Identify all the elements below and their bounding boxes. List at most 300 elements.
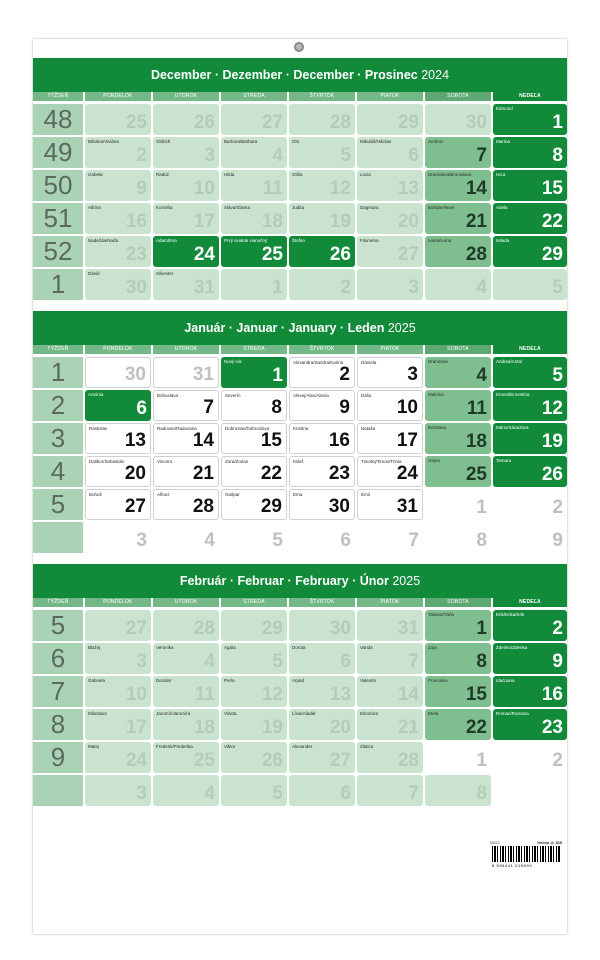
day-cell[interactable] (493, 170, 567, 201)
nameday-label: Tamara (496, 458, 512, 463)
day-cell[interactable] (289, 742, 355, 773)
day-cell[interactable] (289, 456, 355, 487)
week-number: 1 (33, 269, 83, 300)
day-number: 31 (193, 277, 215, 298)
nameday-label: Dobroslav/Dobroslava (225, 426, 270, 431)
nameday-label: Štefan (292, 238, 306, 243)
day-cell[interactable] (153, 643, 219, 674)
day-number: 5 (272, 530, 283, 551)
day-cell[interactable] (221, 357, 287, 388)
nameday-label: Hilda (224, 172, 235, 177)
day-number: 3 (204, 145, 215, 166)
day-number: 22 (260, 463, 282, 484)
day-cell[interactable] (221, 203, 287, 234)
weekday-header: PONDELOK (85, 598, 151, 607)
weekday-header: STREDA (221, 598, 287, 607)
nameday-label: Vlasta (224, 711, 237, 716)
day-cell[interactable] (493, 489, 567, 520)
day-cell[interactable] (221, 522, 287, 553)
day-cell[interactable] (221, 170, 287, 201)
day-number: 13 (397, 178, 419, 199)
day-cell[interactable] (493, 104, 567, 135)
nameday-label: Rastislav (89, 426, 108, 431)
day-number: 8 (476, 651, 487, 672)
day-cell[interactable] (425, 390, 491, 421)
day-cell[interactable] (85, 643, 151, 674)
day-cell[interactable] (153, 357, 219, 388)
weekday-header: NEDEĽA (493, 92, 567, 101)
day-cell[interactable] (357, 709, 423, 740)
nameday-label: Zlatica (360, 744, 374, 749)
day-cell[interactable] (357, 357, 423, 388)
day-number: 9 (552, 530, 563, 551)
weekday-header: TÝŽDEŇ (33, 345, 83, 354)
day-number: 24 (396, 463, 418, 484)
day-cell[interactable] (493, 390, 567, 421)
nameday-label: Bohuš (89, 492, 102, 497)
nameday-label: Adela (496, 205, 508, 210)
day-cell[interactable] (221, 236, 287, 267)
week-number: 3 (33, 423, 83, 454)
day-number: 8 (552, 145, 563, 166)
day-cell[interactable] (357, 236, 423, 267)
day-cell[interactable] (85, 610, 151, 641)
day-cell[interactable] (85, 742, 151, 773)
day-cell[interactable] (493, 137, 567, 168)
day-cell[interactable] (357, 643, 423, 674)
week-number: 6 (33, 643, 83, 674)
day-cell[interactable] (85, 170, 151, 201)
day-cell[interactable] (357, 170, 423, 201)
day-cell[interactable] (85, 456, 151, 487)
day-cell[interactable] (221, 610, 287, 641)
day-cell[interactable] (289, 203, 355, 234)
day-cell[interactable] (153, 610, 219, 641)
day-number: 26 (261, 750, 283, 771)
day-cell[interactable] (425, 423, 491, 454)
nameday-label: Prvý sviatok vianočný (224, 238, 268, 243)
weekday-header: SOBOTA (425, 345, 491, 354)
day-number: 9 (339, 397, 350, 418)
day-number: 3 (136, 783, 147, 804)
nameday-label: Dezider (156, 678, 172, 683)
day-cell[interactable] (85, 775, 151, 806)
day-cell[interactable] (425, 742, 491, 773)
day-cell[interactable] (289, 643, 355, 674)
nameday-label: Gašpar (225, 492, 240, 497)
week-number: 48 (33, 104, 83, 135)
nameday-label: Alexej/Alex/Alexia (293, 393, 329, 398)
month-title (33, 311, 567, 345)
day-cell[interactable] (289, 775, 355, 806)
day-number: 17 (396, 430, 418, 451)
day-cell[interactable] (85, 390, 151, 421)
nameday-label: Emil (361, 492, 370, 497)
hanging-hole (294, 42, 304, 52)
day-number: 26 (329, 244, 351, 265)
day-cell[interactable] (289, 610, 355, 641)
day-number: 5 (272, 651, 283, 672)
nameday-label: Gejza (428, 458, 440, 463)
day-number: 1 (476, 497, 487, 518)
day-number: 8 (476, 783, 487, 804)
day-number: 5 (552, 365, 563, 386)
day-cell[interactable] (153, 775, 219, 806)
weekday-header: PONDELOK (85, 345, 151, 354)
day-cell[interactable] (221, 423, 287, 454)
day-cell[interactable] (221, 137, 287, 168)
day-cell[interactable] (425, 610, 491, 641)
day-number: 11 (466, 398, 487, 419)
week-number: 49 (33, 137, 83, 168)
day-cell[interactable] (425, 104, 491, 135)
nameday-label: Albína (88, 205, 101, 210)
day-cell[interactable] (425, 775, 491, 806)
nameday-label: Blažej (88, 645, 101, 650)
day-cell[interactable] (85, 357, 151, 388)
day-cell[interactable] (85, 269, 151, 300)
day-cell[interactable] (85, 423, 151, 454)
day-cell[interactable] (425, 456, 491, 487)
day-number: 7 (408, 530, 419, 551)
day-cell[interactable] (493, 236, 567, 267)
day-number: 3 (136, 530, 147, 551)
day-number: 15 (465, 684, 487, 705)
day-number: 25 (193, 750, 215, 771)
week-number: 1 (33, 357, 83, 388)
day-cell[interactable] (221, 269, 287, 300)
nameday-label: Bibiána/Viviána (88, 139, 119, 144)
day-cell[interactable] (493, 423, 567, 454)
month-title-text: Február · Februar · February · Únor (179, 574, 389, 588)
day-number: 7 (203, 397, 214, 418)
nameday-label: Alfonz (157, 492, 170, 497)
brand-label: Helma @ 365 (537, 840, 562, 845)
day-number: 27 (125, 618, 147, 639)
day-cell[interactable] (493, 269, 567, 300)
day-cell[interactable] (357, 269, 423, 300)
day-cell[interactable] (221, 390, 287, 421)
day-number: 27 (397, 244, 419, 265)
day-cell[interactable] (85, 676, 151, 707)
day-cell[interactable] (85, 203, 151, 234)
nameday-label: Daniela (361, 360, 377, 365)
day-number: 1 (272, 277, 283, 298)
day-number: 7 (476, 145, 487, 166)
day-number: 21 (465, 211, 487, 232)
nameday-label: Frederik/Frederika (156, 744, 193, 749)
day-number: 4 (476, 365, 487, 386)
day-number: 26 (193, 112, 215, 133)
day-cell[interactable] (493, 456, 567, 487)
day-number: 10 (125, 684, 147, 705)
nameday-label: Dávid (88, 271, 100, 276)
day-cell[interactable] (425, 170, 491, 201)
day-number: 10 (193, 178, 215, 199)
day-cell[interactable] (425, 357, 491, 388)
day-cell[interactable] (425, 643, 491, 674)
week-number: 7 (33, 676, 83, 707)
weekday-header: SOBOTA (425, 92, 491, 101)
nameday-label: Eleonóra (360, 711, 379, 716)
day-cell[interactable] (289, 170, 355, 201)
day-cell[interactable] (153, 676, 219, 707)
month-year: 2025 (392, 574, 421, 588)
nameday-label: Ida/Liana (496, 678, 515, 683)
weekday-header: ŠTVRTOK (289, 345, 355, 354)
day-number: 16 (541, 684, 563, 705)
day-cell[interactable] (493, 643, 567, 674)
nameday-label: Dalibor/Sebastián (89, 459, 125, 464)
day-number: 5 (340, 145, 351, 166)
week-number: 9 (33, 742, 83, 773)
nameday-label: Pravoslav (428, 678, 448, 683)
day-cell[interactable] (289, 357, 355, 388)
day-cell[interactable] (153, 456, 219, 487)
nameday-label: Andrea/Antal (496, 359, 523, 364)
nameday-label: Malvína (428, 392, 444, 397)
day-cell[interactable] (153, 269, 219, 300)
day-cell[interactable] (425, 137, 491, 168)
week-number: 5 (33, 610, 83, 641)
day-cell[interactable] (425, 489, 491, 520)
nameday-label: Drahoslav (428, 359, 449, 364)
day-number: 23 (125, 244, 147, 265)
weekday-header: PIATOK (357, 92, 423, 101)
nameday-label: Valentín (360, 678, 377, 683)
nameday-label: Silvester (156, 271, 174, 276)
month-title-text: Január · Januar · January · Leden (184, 321, 385, 335)
nameday-label: Adam/Eva (156, 238, 177, 243)
nameday-label: Jaromír/Jaromíra (156, 711, 191, 716)
day-cell[interactable] (153, 104, 219, 135)
day-cell[interactable] (153, 236, 219, 267)
day-cell[interactable] (289, 137, 355, 168)
day-cell[interactable] (357, 203, 423, 234)
day-number: 14 (465, 178, 487, 199)
day-cell[interactable] (153, 390, 219, 421)
day-number: 19 (329, 211, 351, 232)
weekday-header: STREDA (221, 345, 287, 354)
day-number: 4 (272, 145, 283, 166)
day-cell[interactable] (493, 357, 567, 388)
day-number: 4 (204, 783, 215, 804)
day-number: 29 (397, 112, 419, 133)
day-number: 29 (260, 496, 282, 517)
day-cell[interactable] (289, 489, 355, 520)
nameday-label: Milada (496, 238, 510, 243)
day-cell[interactable] (425, 236, 491, 267)
nameday-label: Izabela (88, 172, 103, 177)
month-block (33, 311, 567, 555)
nameday-label: Sláva/Slavka (224, 205, 251, 210)
day-cell[interactable] (289, 236, 355, 267)
day-cell[interactable] (357, 489, 423, 520)
day-cell[interactable] (425, 203, 491, 234)
nameday-label: Otília (292, 172, 303, 177)
nameday-label: Erik/Erika/Krik (496, 612, 525, 617)
day-cell[interactable] (221, 775, 287, 806)
day-cell[interactable] (425, 522, 491, 553)
day-number: 2 (339, 364, 350, 385)
day-cell[interactable] (221, 709, 287, 740)
nameday-label: Etela (428, 711, 439, 716)
week-number (33, 522, 83, 553)
day-number: 6 (408, 145, 419, 166)
day-cell[interactable] (289, 104, 355, 135)
day-number: 3 (407, 364, 418, 385)
day-cell[interactable] (153, 423, 219, 454)
nameday-label: Gabriela (88, 678, 106, 683)
day-number: 29 (541, 244, 563, 265)
day-cell[interactable] (289, 390, 355, 421)
nameday-label: Lívia/Aladár (292, 711, 316, 716)
week-number: 8 (33, 709, 83, 740)
day-cell[interactable] (153, 742, 219, 773)
day-cell[interactable] (221, 104, 287, 135)
weekday-header: PIATOK (357, 345, 423, 354)
nameday-label: Nataša (361, 426, 376, 431)
day-cell[interactable] (357, 137, 423, 168)
month-year: 2024 (421, 68, 450, 82)
day-number: 28 (193, 618, 215, 639)
day-cell[interactable] (357, 104, 423, 135)
day-number: 2 (552, 750, 563, 771)
day-number: 5 (552, 277, 563, 298)
day-cell[interactable] (289, 423, 355, 454)
day-number: 18 (193, 717, 215, 738)
day-number: 4 (476, 277, 487, 298)
day-cell[interactable] (357, 423, 423, 454)
day-cell[interactable] (357, 522, 423, 553)
day-number: 2 (340, 277, 351, 298)
nameday-label: Alexander (292, 744, 313, 749)
nameday-label: Radúz (156, 172, 170, 177)
day-cell[interactable] (85, 137, 151, 168)
day-cell[interactable] (221, 456, 287, 487)
nameday-label: Ema (293, 492, 303, 497)
nameday-label: Oldrich (156, 139, 171, 144)
day-cell[interactable] (493, 522, 567, 553)
nameday-label: Lucia (360, 172, 371, 177)
day-cell[interactable] (357, 676, 423, 707)
day-cell[interactable] (425, 676, 491, 707)
nameday-label: Antónia (88, 392, 104, 397)
week-number: 51 (33, 203, 83, 234)
day-cell[interactable] (221, 489, 287, 520)
day-number: 27 (261, 112, 283, 133)
nameday-label: Oto (292, 139, 300, 144)
nameday-label: Arpád (292, 678, 305, 683)
day-number: 18 (261, 211, 283, 232)
nameday-label: Zoja (428, 645, 437, 650)
day-cell[interactable] (221, 643, 287, 674)
day-number: 25 (465, 464, 487, 485)
day-number: 13 (329, 684, 351, 705)
day-cell[interactable] (357, 456, 423, 487)
day-number: 1 (552, 112, 563, 133)
weekday-header: PONDELOK (85, 92, 151, 101)
day-number: 27 (124, 496, 146, 517)
day-cell[interactable] (289, 269, 355, 300)
day-number: 6 (340, 530, 351, 551)
day-cell[interactable] (153, 522, 219, 553)
week-number: 50 (33, 170, 83, 201)
day-cell[interactable] (153, 170, 219, 201)
day-cell[interactable] (493, 676, 567, 707)
day-cell[interactable] (357, 742, 423, 773)
day-cell[interactable] (425, 709, 491, 740)
nameday-label: Barbora/Barbara (224, 139, 258, 144)
day-cell[interactable] (357, 610, 423, 641)
day-cell[interactable] (289, 522, 355, 553)
day-number: 30 (329, 618, 351, 639)
day-number: 25 (125, 112, 147, 133)
day-cell[interactable] (85, 104, 151, 135)
day-number: 19 (541, 431, 563, 452)
week-number: 2 (33, 390, 83, 421)
day-cell[interactable] (493, 203, 567, 234)
day-number: 7 (408, 783, 419, 804)
day-number: 31 (396, 496, 418, 517)
day-cell[interactable] (357, 390, 423, 421)
day-cell[interactable] (493, 610, 567, 641)
day-cell[interactable] (357, 775, 423, 806)
day-cell[interactable] (425, 269, 491, 300)
weekday-header: NEDEĽA (493, 345, 567, 354)
nameday-label: Judita (292, 205, 305, 210)
day-cell[interactable] (289, 709, 355, 740)
day-cell[interactable] (153, 489, 219, 520)
day-number: 28 (192, 496, 214, 517)
nameday-label: Marína (496, 139, 511, 144)
nameday-label: Timotej/Timon/Trinia (361, 459, 402, 464)
nameday-label: Bohdana (428, 425, 447, 430)
nameday-label: Severín (225, 393, 241, 398)
nameday-label: Ivica (496, 172, 506, 177)
day-cell[interactable] (85, 236, 151, 267)
day-cell[interactable] (221, 742, 287, 773)
day-cell[interactable] (85, 522, 151, 553)
week-number: 4 (33, 456, 83, 487)
day-cell[interactable] (493, 709, 567, 740)
day-cell[interactable] (153, 203, 219, 234)
day-cell[interactable] (85, 709, 151, 740)
nameday-label: Nový rok (224, 359, 242, 364)
day-number: 18 (465, 431, 487, 452)
day-cell[interactable] (85, 489, 151, 520)
day-number: 20 (397, 211, 419, 232)
day-cell[interactable] (221, 676, 287, 707)
day-cell[interactable] (289, 676, 355, 707)
product-code: N222 (490, 840, 500, 845)
week-number: 5 (33, 489, 83, 520)
weekday-header: ŠTVRTOK (289, 598, 355, 607)
day-number: 5 (272, 783, 283, 804)
day-cell[interactable] (153, 709, 219, 740)
day-number: 24 (125, 750, 147, 771)
nameday-label: Mikuláš/Nikolas (360, 139, 392, 144)
day-number: 15 (541, 178, 563, 199)
day-cell[interactable] (493, 742, 567, 773)
nameday-label: Branislava/Bronislava (428, 172, 472, 177)
nameday-label: Matej (88, 744, 100, 749)
month-block (33, 58, 567, 302)
day-number: 16 (125, 211, 147, 232)
day-number: 24 (193, 244, 215, 265)
day-cell[interactable] (153, 137, 219, 168)
day-number: 9 (552, 651, 563, 672)
